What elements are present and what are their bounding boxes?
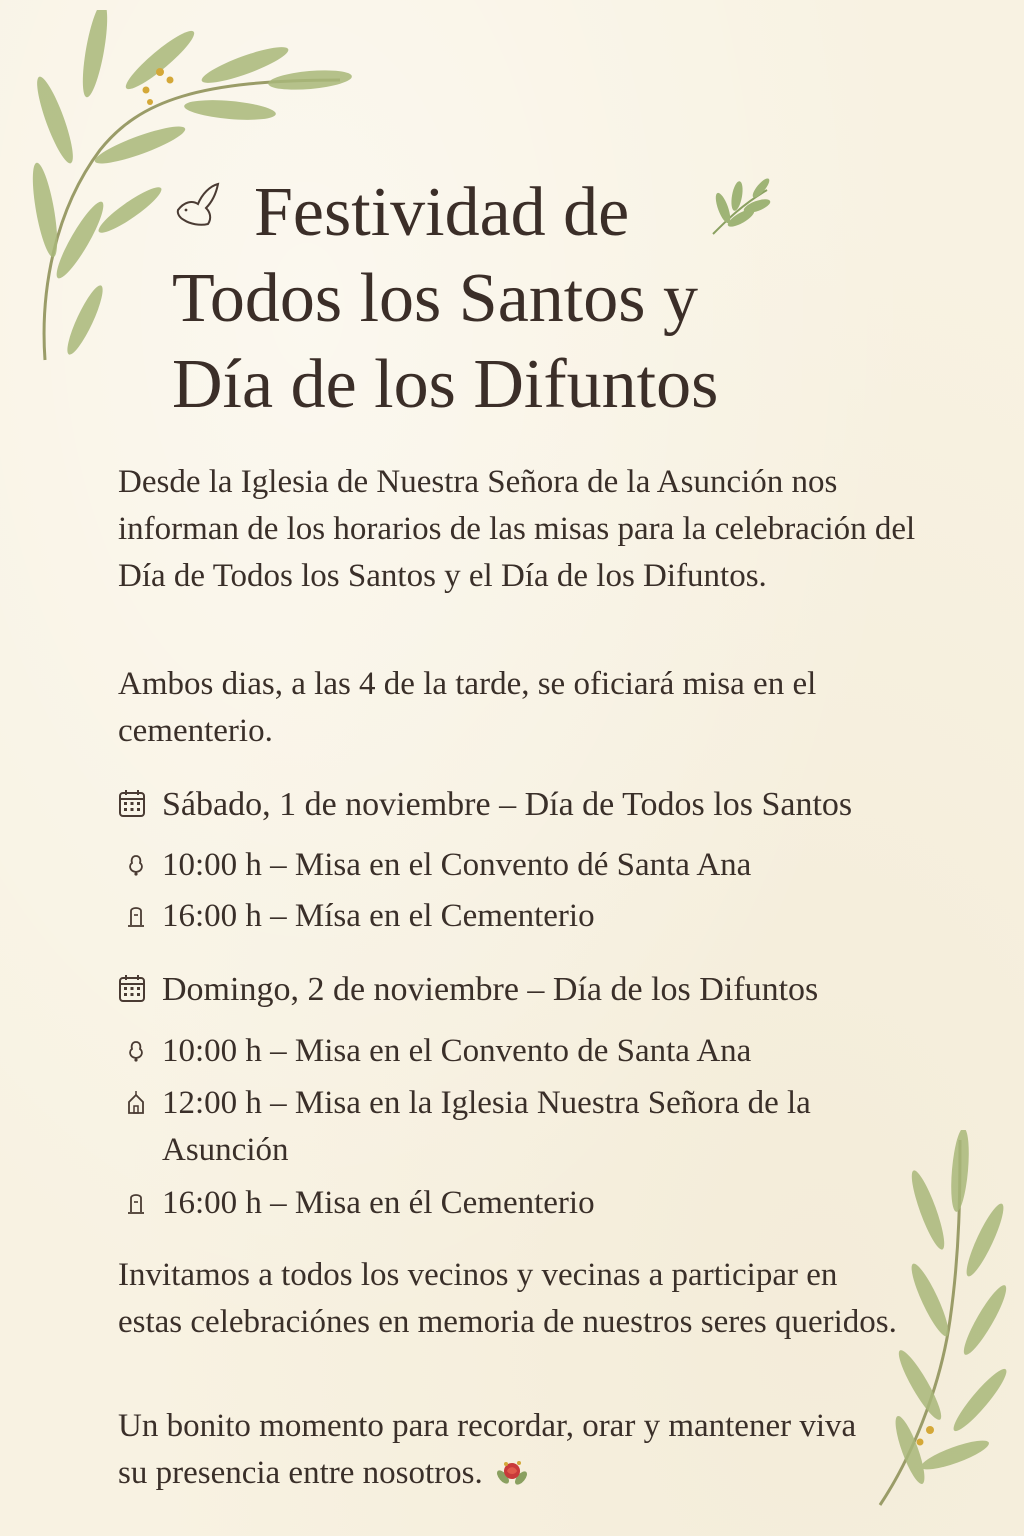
title-line-1: Festividad de [254, 174, 630, 251]
title-block [172, 170, 872, 428]
bell-icon [126, 1038, 146, 1064]
mass-text: 10:00 h – Misa en el Convento dé Santa Ana [162, 847, 752, 883]
mass-item [126, 1080, 886, 1174]
day-heading-1 [118, 782, 998, 828]
day-heading-2 [118, 967, 998, 1013]
day-heading-text: Sábado, 1 de noviembre – Día de Todos los Santos [162, 786, 853, 823]
tombstone-icon [126, 903, 146, 929]
mass-item [126, 1028, 946, 1075]
closing-text: Un bonito momento para recordar, orar y mantener viva su presencia entre nosotros. [118, 1408, 857, 1491]
calendar-icon [118, 973, 146, 1003]
title-line-3: Día de los Difuntos [172, 346, 719, 423]
day-heading-text: Domingo, 2 de noviembre – Día de los Difuntos [162, 971, 819, 1008]
calendar-icon [118, 788, 146, 818]
invitation-paragraph: Invitamos a todos los vecinos y vecinas a participar en estas celebraciónes en memoria de nuestros seres queridos. [118, 1257, 897, 1340]
bell-icon [126, 852, 146, 878]
mass-text: 12:00 h – Misa en la Iglesia Nuestra Señora de la Asunción [162, 1085, 811, 1168]
dove-icon [172, 180, 224, 230]
cemetery-note-paragraph: Ambos dias, a las 4 de la tarde, se oficiará misa en el cementerio. [118, 666, 817, 749]
mass-text: 10:00 h – Misa en el Convento de Santa Ana [162, 1033, 752, 1069]
olive-sprig-icon [707, 178, 773, 238]
rose-icon [495, 1457, 529, 1487]
mass-item [126, 893, 946, 940]
mass-item [126, 842, 946, 889]
tombstone-icon [126, 1190, 146, 1216]
title-line-2: Todos los Santos y [172, 260, 698, 337]
mass-text: 16:00 h – Misa en él Cementerio [162, 1185, 595, 1221]
church-icon [126, 1090, 146, 1116]
closing-paragraph [118, 1403, 858, 1497]
mass-item [126, 1180, 946, 1227]
intro-paragraph: Desde la Iglesia de Nuestra Señora de la Asunción nos informan de los horarios de las misas para la celebración del Día de Todos los Santos y el Día de los Difuntos. [118, 464, 916, 594]
mass-text: 16:00 h – Mísa en el Cementerio [162, 898, 595, 934]
